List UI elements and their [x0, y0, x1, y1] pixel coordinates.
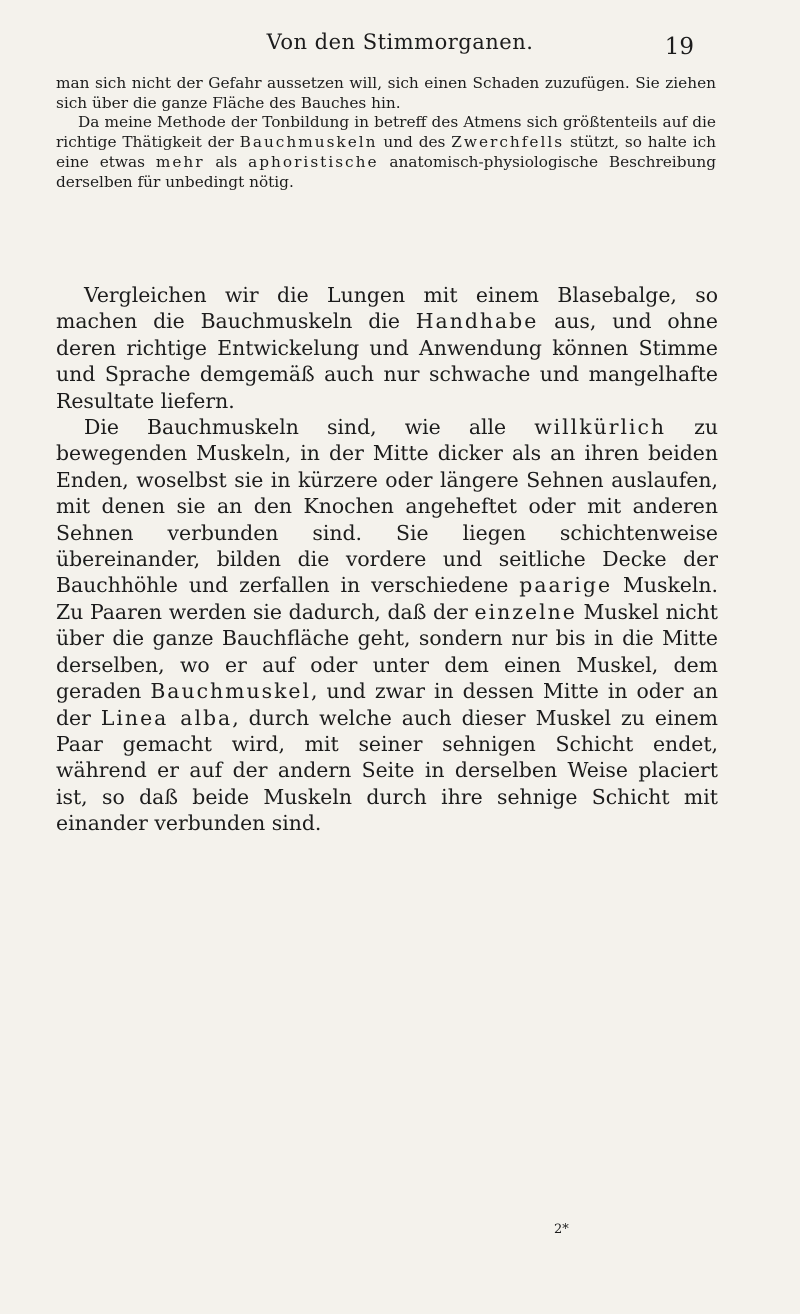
page-header: [0, 28, 800, 58]
emphasis-zwerchfells: Zwerchfells: [451, 133, 565, 152]
small-paragraph-1: man sich nicht der Gefahr aussetzen will, sich einen Schaden zuzufügen. Sie ziehen sich über die ganze Fläche des Bauches hin.: [56, 74, 716, 112]
text-run: aus, und ohne deren richtige Entwickelung und Anwendung können Stimme und Sprache demgemäß auch nur schwache und mangelhafte Resultate liefern.: [56, 309, 718, 413]
text-run: Da meine Methode der Tonbildung in betreff des Atmens sich größtenteils auf die richtige Thätigkeit der: [56, 113, 716, 152]
emphasis-mehr: mehr: [155, 152, 205, 171]
text-run: zu bewegenden Muskeln, in der Mitte dicker als an ihren beiden Enden, woselbst sie in kürzere oder längere Sehnen auslaufen, mit denen sie an den Knochen angeheftet oder mit anderen Sehnen verbunden sind. Sie liegen schichtenweise übereinander, bilden die vordere und seitliche Decke der Bauchhöhle und zerfallen in verschiedene: [56, 415, 719, 598]
small-paragraph-2: [56, 113, 716, 192]
text-run: Die Bauchmuskeln sind, wie alle: [84, 415, 535, 440]
running-title: Von den Stimmorganen.: [266, 30, 534, 54]
emphasis-paarige: paarige: [519, 573, 613, 598]
signature-mark: 2*: [554, 1222, 569, 1237]
text-run: Muskel nicht über die ganze Bauchfläche geht, sondern nur bis in die Mitte derselben, wo er auf oder unter dem einen Muskel, dem geraden: [56, 599, 718, 704]
text-run: anatomisch-physiologische Beschreibung derselben für unbedingt nötig.: [56, 152, 716, 191]
main-paragraph-2: [56, 414, 718, 837]
text-run: Vergleichen wir die Lungen mit einem Blasebalge, so machen die Bauchmuskeln die: [56, 283, 718, 334]
emphasis-handhabe: Handhabe: [415, 309, 539, 334]
emphasis-linea-alba: Linea alba: [100, 705, 233, 730]
text-run: , durch welche auch dieser Muskel zu einem Paar gemacht wird, mit seiner sehnigen Schicht endet, während er auf der andern Seite in derselben Weise placiert ist, so daß beide Muskeln durch ihre sehnige Schicht mit einander verbunden sind.: [56, 705, 718, 836]
emphasis-bauchmuskeln: Bauchmuskeln: [239, 133, 378, 152]
text-run: Muskeln. Zu Paaren werden sie dadurch, daß der: [56, 573, 718, 624]
main-text-section: [56, 282, 718, 837]
emphasis-einzelne: einzelne: [474, 599, 577, 624]
emphasis-aphoristische: aphoristische: [248, 152, 379, 171]
main-paragraph-1: [56, 282, 718, 414]
emphasis-willkuerlich: willkürlich: [534, 415, 667, 440]
text-run: , und zwar in dessen Mitte in oder an der: [56, 679, 718, 730]
text-run: als: [204, 152, 249, 171]
page-number: 19: [664, 34, 694, 60]
small-print-section: [56, 74, 716, 192]
emphasis-bauchmuskel: Bauchmuskel: [150, 679, 312, 704]
text-run: stützt, so halte ich eine etwas: [56, 133, 717, 171]
text-run: und des: [377, 133, 452, 152]
